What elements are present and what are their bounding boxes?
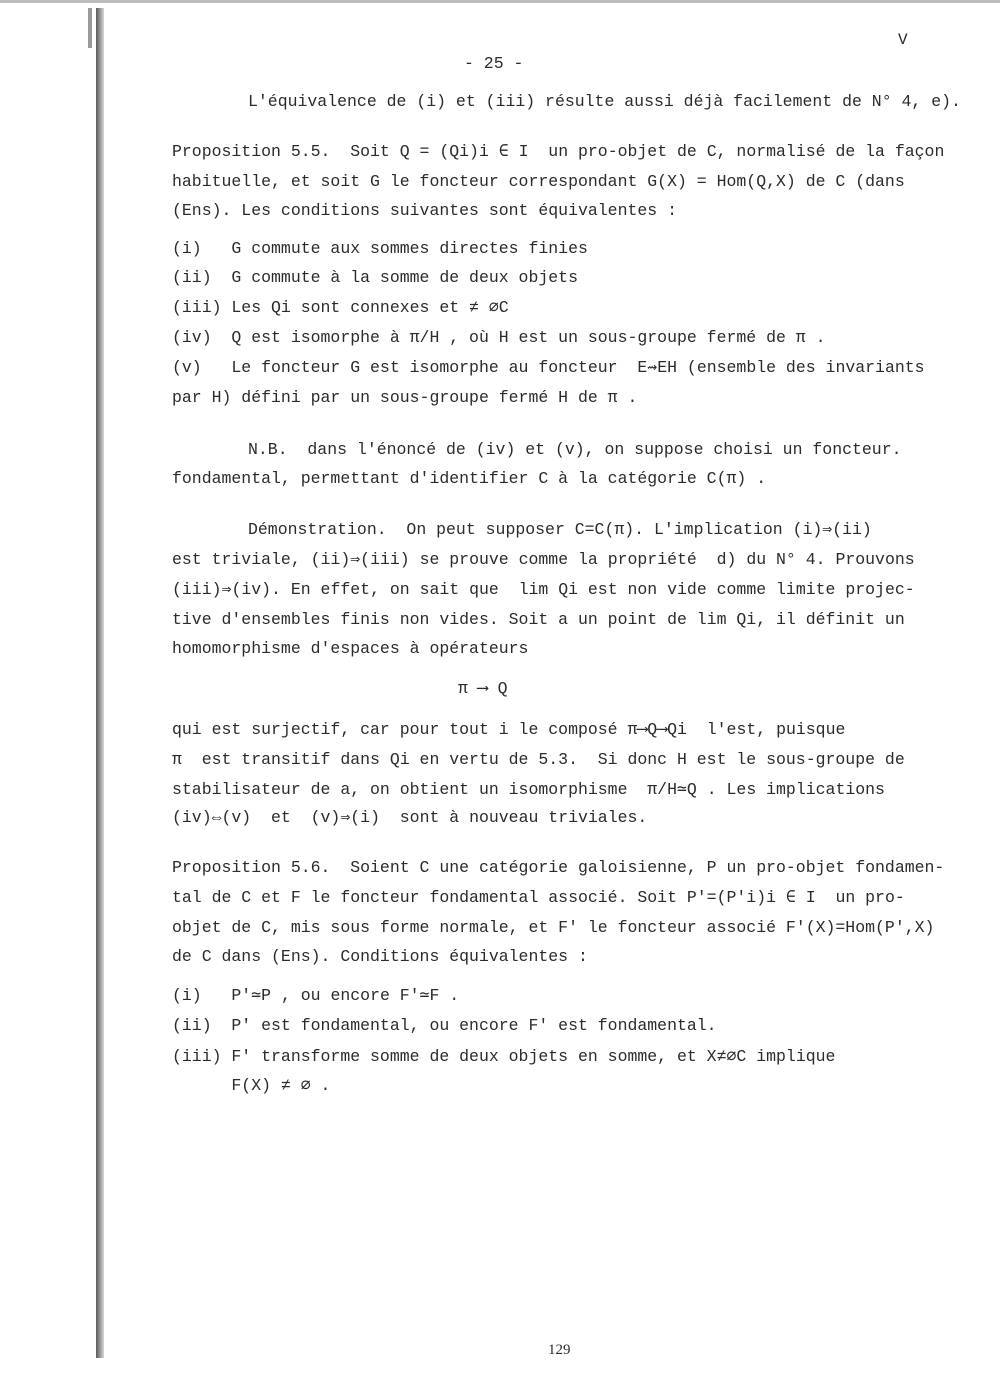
- demo2-line-4: (iv)⇔(v) et (v)⇒(i) sont à nouveau triviales.: [172, 808, 648, 827]
- prop56-item-i: (i) P'≃P , ou encore F'≃F .: [172, 986, 460, 1005]
- binding-edge: [96, 8, 104, 1358]
- prop55-line-2: habituelle, et soit G le foncteur correspondant G(X) = Hom(Q,X) de C (dans: [172, 172, 905, 191]
- section-roman-numeral: V: [898, 31, 908, 49]
- prop56-line-1: Proposition 5.6. Soient C une catégorie galoisienne, P un pro-objet fondamen-: [172, 858, 945, 877]
- prop55-line-3: (Ens). Les conditions suivantes sont équivalentes :: [172, 201, 677, 220]
- nb-line-2: fondamental, permettant d'identifier C à la catégorie C(π) .: [172, 469, 767, 488]
- demo-line-3: (iii)⇒(iv). En effet, on sait que lim Qi est non vide comme limite projec-: [172, 580, 915, 599]
- prop55-item-v-cont: par H) défini par un sous-groupe fermé H de π .: [172, 388, 638, 407]
- scan-edge: [0, 0, 1000, 3]
- demo2-line-1: qui est surjectif, car pour tout i le composé π⟶Q⟶Qi l'est, puisque: [172, 720, 846, 739]
- prop55-item-i: (i) G commute aux sommes directes finies: [172, 239, 588, 258]
- prop55-item-v: (v) Le foncteur G est isomorphe au foncteur E⇝EH (ensemble des invariants: [172, 358, 925, 377]
- prop56-item-iii: (iii) F' transforme somme de deux objets en somme, et X≠∅C implique: [172, 1047, 836, 1066]
- demo-line-5: homomorphisme d'espaces à opérateurs: [172, 639, 529, 658]
- page-marker: - 25 -: [464, 54, 524, 73]
- demo-line-2: est triviale, (ii)⇒(iii) se prouve comme la propriété d) du N° 4. Prouvons: [172, 550, 915, 569]
- demo2-line-2: π est transitif dans Qi en vertu de 5.3. Si donc H est le sous-groupe de: [172, 750, 905, 769]
- demo-line-1: Démonstration. On peut supposer C=C(π). L'implication (i)⇒(ii): [248, 520, 872, 539]
- page-number: 129: [548, 1342, 571, 1358]
- demo2-line-3: stabilisateur de a, on obtient un isomorphisme π/H≃Q . Les implications: [172, 780, 885, 799]
- prop56-item-iii-cont: F(X) ≠ ∅ .: [172, 1076, 331, 1095]
- prop56-line-3: objet de C, mis sous forme normale, et F' le foncteur associé F'(X)=Hom(P',X): [172, 918, 935, 937]
- intro-paragraph: L'équivalence de (i) et (iii) résulte aussi déjà facilement de N° 4, e).: [248, 92, 961, 111]
- demo-line-4: tive d'ensembles finis non vides. Soit a un point de lim Qi, il définit un: [172, 610, 905, 629]
- prop56-item-ii: (ii) P' est fondamental, ou encore F' est fondamental.: [172, 1016, 717, 1035]
- nb-line-1: N.B. dans l'énoncé de (iv) et (v), on suppose choisi un foncteur.: [248, 440, 902, 459]
- prop55-item-iii: (iii) Les Qi sont connexes et ≠ ∅C: [172, 298, 509, 317]
- display-arrow-formula: π ⟶ Q: [458, 679, 508, 698]
- binding-mark: [88, 8, 92, 48]
- prop56-line-4: de C dans (Ens). Conditions équivalentes :: [172, 947, 588, 966]
- prop55-line-1: Proposition 5.5. Soit Q = (Qi)i ∈ I un pro-objet de C, normalisé de la façon: [172, 142, 945, 161]
- prop55-item-iv: (iv) Q est isomorphe à π/H , où H est un sous-groupe fermé de π .: [172, 328, 826, 347]
- prop55-item-ii: (ii) G commute à la somme de deux objets: [172, 268, 578, 287]
- prop56-line-2: tal de C et F le foncteur fondamental associé. Soit P'=(P'i)i ∈ I un pro-: [172, 888, 905, 907]
